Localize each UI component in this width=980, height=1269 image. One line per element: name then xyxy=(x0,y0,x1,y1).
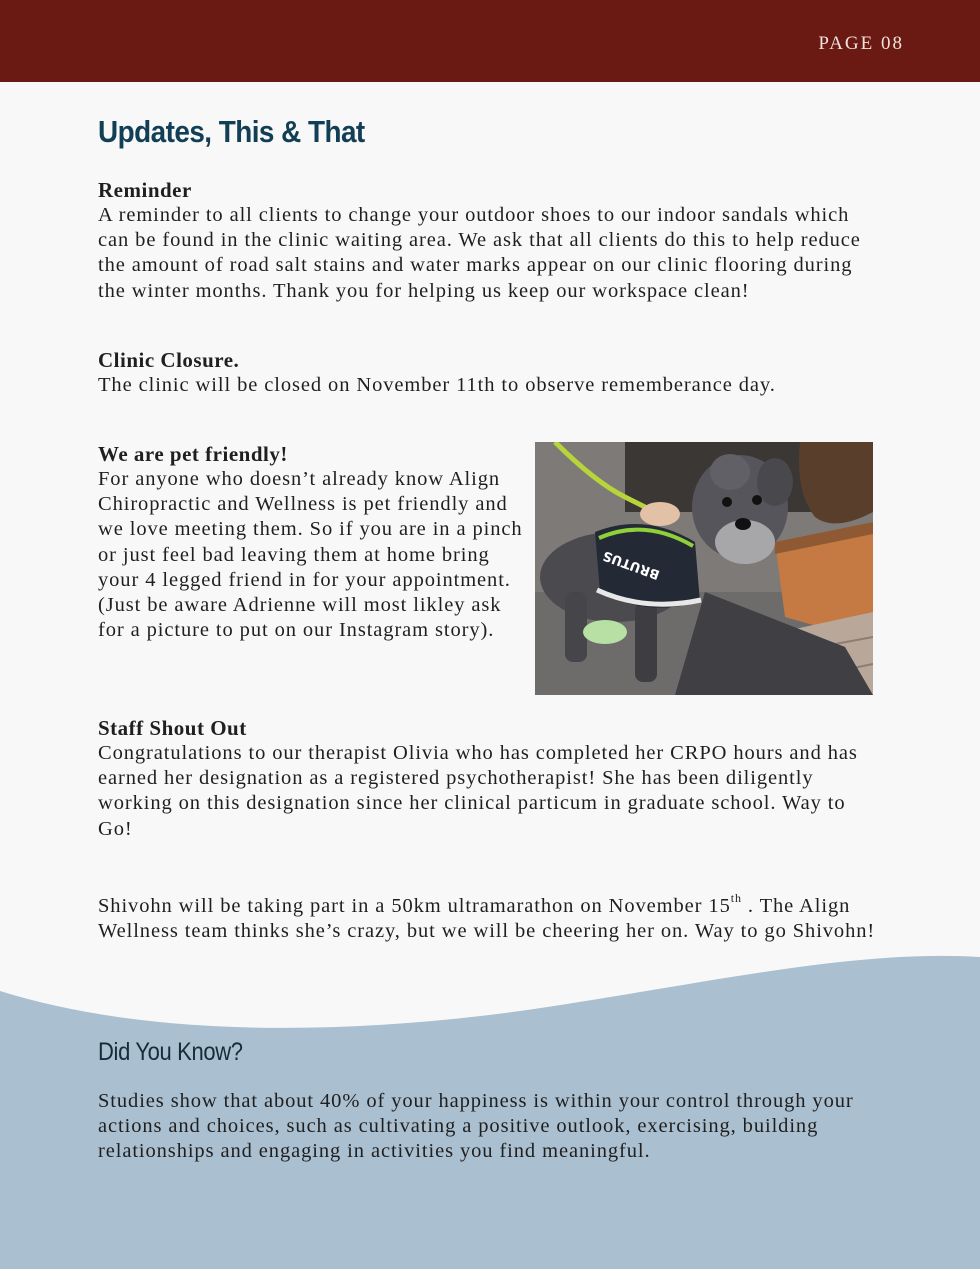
shoutout-body: Congratulations to our therapist Olivia who has completed her CRPO hours and has earned her designation as a registered psychotherapist! She has been diligently working on this designation since her clinical particum in graduate school. Way to Go! xyxy=(98,742,858,840)
closure-heading: Clinic Closure. xyxy=(98,348,240,372)
reminder-section xyxy=(98,178,878,304)
pets-section xyxy=(98,442,528,643)
page-number: PAGE 08 xyxy=(818,33,904,54)
marathon-text-end: . The Align Wellness team thinks she’s crazy, but we will be cheering her on. Way to go Shivohn! xyxy=(98,895,876,943)
pets-heading: We are pet friendly! xyxy=(98,442,288,466)
marathon-body xyxy=(98,891,888,944)
marathon-section xyxy=(98,891,888,944)
shoutout-section xyxy=(98,716,878,842)
did-you-know-body: Studies show that about 40% of your happiness is within your control through your actions and choices, such as cultivating a positive outlook, exercising, building relationships and engaging in activities you find meaningful. xyxy=(98,1090,854,1163)
closure-section xyxy=(98,348,878,398)
reminder-body: A reminder to all clients to change your outdoor shoes to our indoor sandals which can be found in the clinic waiting area. We ask that all clients do this to help reduce the amount of road salt stains and water marks appear on our clinic flooring during the winter months. Thank you for helping us keep our workspace clean! xyxy=(98,204,861,302)
harness-name-label: BRUTUS xyxy=(601,547,662,582)
shoutout-heading: Staff Shout Out xyxy=(98,716,247,740)
closure-body: The clinic will be closed on November 11th to observe rememberance day. xyxy=(98,374,776,396)
marathon-text-start: Shivohn will be taking part in a 50km ultramarathon on November 15 xyxy=(98,895,731,917)
dog-photo xyxy=(535,442,873,695)
page-title: Updates, This & That xyxy=(98,114,365,149)
reminder-heading: Reminder xyxy=(98,178,192,202)
marathon-ordinal-suffix: th xyxy=(730,891,742,906)
pets-body: For anyone who doesn’t already know Align Chiropractic and Wellness is pet friendly and we love meeting them. So if you are in a pinch or just feel bad leaving them at home bring your 4 legged friend in for your appointment. (Just be aware Adrienne will most likley ask for a picture to put on our Instagram story). xyxy=(98,468,523,642)
did-you-know-title: Did You Know? xyxy=(98,1038,243,1066)
